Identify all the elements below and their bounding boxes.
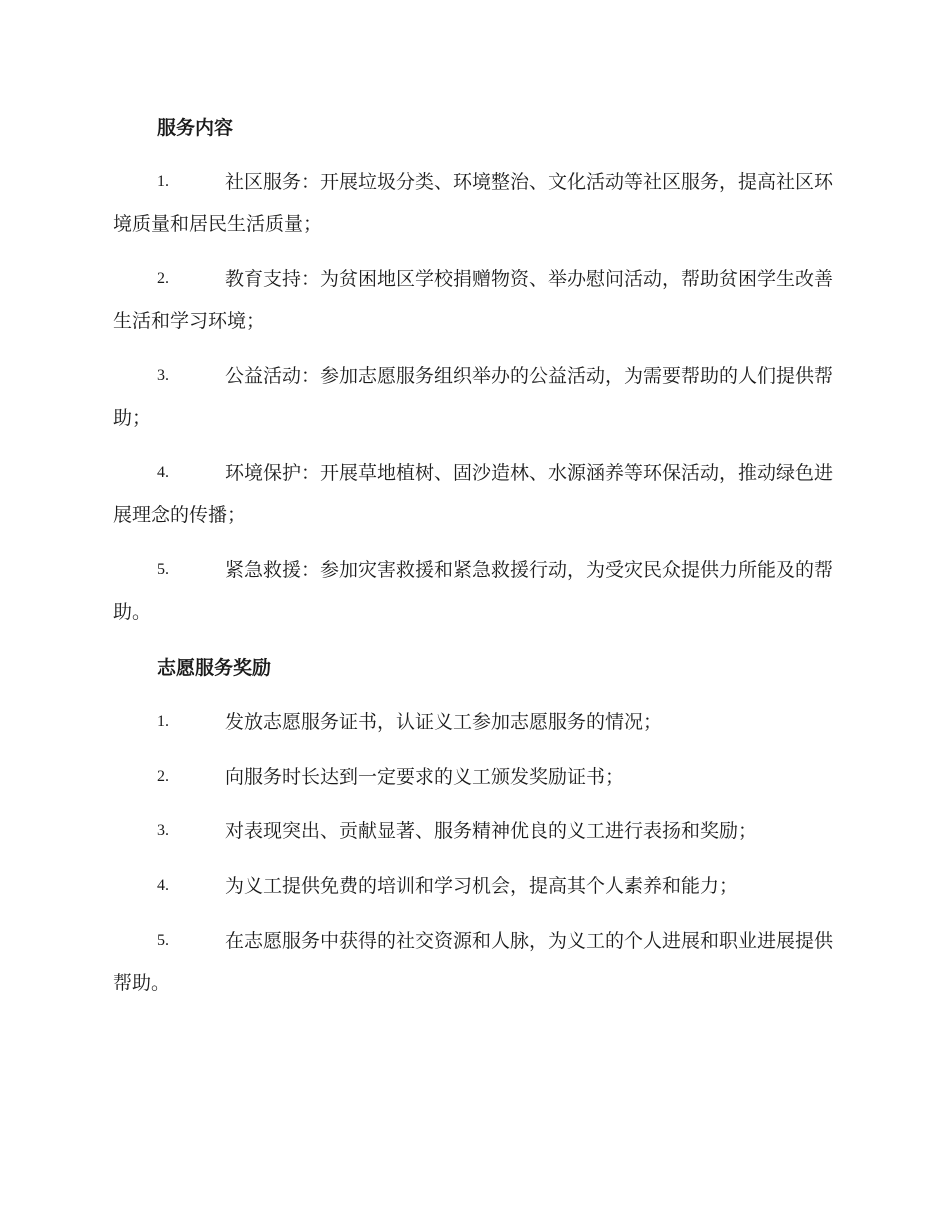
list-item-text: 社区服务：开展垃圾分类、环境整治、文化活动等社区服务，提高社区环境质量和居民生活质量； bbox=[113, 171, 834, 235]
list-item-text: 向服务时长达到一定要求的义工颁发奖励证书； bbox=[225, 766, 625, 788]
list-item-text: 教育支持：为贫困地区学校捐赠物资、举办慰问活动，帮助贫困学生改善生活和学习环境； bbox=[113, 268, 834, 332]
list-item-text: 对表现突出、贡献显著、服务精神优良的义工进行表扬和奖励； bbox=[225, 820, 758, 842]
list-item-number: 3. bbox=[157, 367, 169, 384]
list-item-number: 5. bbox=[157, 932, 169, 949]
list-item bbox=[113, 920, 833, 1004]
list-item-text: 环境保护：开展草地植树、固沙造林、水源涵养等环保活动，推动绿色进展理念的传播； bbox=[113, 462, 834, 526]
list-item-number: 2. bbox=[157, 270, 169, 287]
list-item bbox=[113, 549, 833, 633]
list-item bbox=[113, 452, 833, 536]
list-item-number: 1. bbox=[157, 173, 169, 190]
list-item bbox=[113, 161, 833, 245]
list-item-text: 在志愿服务中获得的社交资源和人脉，为义工的个人进展和职业进展提供帮助。 bbox=[113, 930, 834, 994]
list-item-text: 公益活动：参加志愿服务组织举办的公益活动，为需要帮助的人们提供帮助； bbox=[113, 365, 834, 429]
list-item-number: 4. bbox=[157, 877, 169, 894]
section-title-volunteer-rewards: 志愿服务奖励 bbox=[157, 657, 272, 679]
list-item bbox=[113, 701, 833, 743]
list-item-number: 4. bbox=[157, 464, 169, 481]
list-item-text: 为义工提供免费的培训和学习机会，提高其个人素养和能力； bbox=[225, 875, 739, 897]
list-item-number: 2. bbox=[157, 768, 169, 785]
list-item bbox=[113, 810, 833, 852]
list-item-text: 紧急救援：参加灾害救援和紧急救援行动，为受灾民众提供力所能及的帮助。 bbox=[113, 559, 834, 623]
list-item bbox=[113, 865, 833, 907]
list-item bbox=[113, 355, 833, 439]
list-item-text: 发放志愿服务证书，认证义工参加志愿服务的情况； bbox=[225, 711, 663, 733]
list-item-number: 3. bbox=[157, 822, 169, 839]
list-item-number: 1. bbox=[157, 713, 169, 730]
list-item bbox=[113, 258, 833, 342]
section-title-service-content: 服务内容 bbox=[157, 117, 234, 139]
list-item bbox=[113, 756, 833, 798]
list-item-number: 5. bbox=[157, 561, 169, 578]
